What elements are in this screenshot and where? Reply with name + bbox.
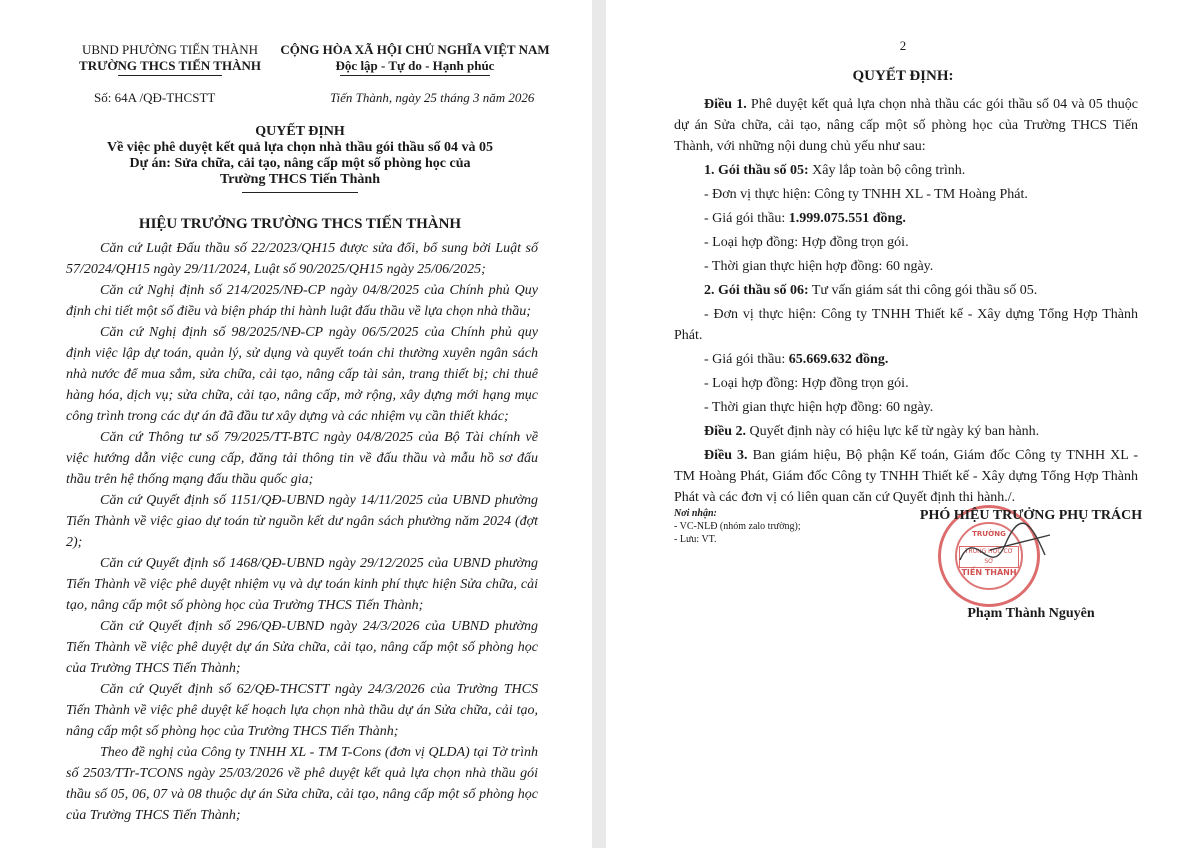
issuing-agency: UBND PHƯỜNG TIẾN THÀNH (81, 42, 259, 57)
package-name: Tư vấn giám sát thi công gói thầu số 05. (808, 283, 1038, 298)
package-1-title (674, 160, 1138, 181)
national-title: CỘNG HÒA XÃ HỘI CHỦ NGHĨA VIỆT NAM (280, 42, 550, 57)
article-text: Ban giám hiệu, Bộ phận Kế toán, Giám đốc Công ty TNHH XL - TM Hoàng Phát, Giám đốc Công ty TNHH Thiết kế - Xây dựng Tổng Hợp Thành Phát và các đơn vị có liên quan căn cứ Quyết định thi hành./. (674, 448, 1139, 505)
document-number: Số: 64A /QĐ-THCSTT (94, 90, 216, 105)
legal-basis: Căn cứ Thông tư số 79/2025/TT-BTC ngày 04/8/2025 của Bộ Tài chính về việc hướng dẫn việc cung cấp, đăng tải thông tin về đấu thầu và mẫu hồ sơ đấu thầu trên hệ thống mạng đấu thầu quốc gia; (66, 430, 538, 487)
document-subject: Dự án: Sửa chữa, cải tạo, nâng cấp một số phòng học của (129, 156, 471, 171)
seal-label-box: TRUNG HỌC CƠ SỞ (959, 546, 1019, 568)
recipient-item: - Lưu: VT. (674, 534, 717, 545)
divider (118, 75, 222, 76)
package-1-duration: - Thời gian thực hiện hợp đồng: 60 ngày. (704, 259, 934, 274)
price-value: 65.669.632 đồng. (788, 352, 889, 367)
article-text: Quyết định này có hiệu lực kể từ ngày ký ban hành. (746, 424, 1040, 439)
legal-basis: Căn cứ Nghị định số 214/2025/NĐ-CP ngày 04/8/2025 của Chính phủ Quy định chi tiết một số điều và biện pháp thi hành luật đấu thầu về lựa chọn nhà thầu; (66, 283, 538, 319)
article-text: Phê duyệt kết quả lựa chọn nhà thầu các gói thầu số 04 và 05 thuộc dự án Sửa chữa, cải tạo, nâng cấp một số phòng học của Trường THCS Tiến Thành, với những nội dung chủ yếu như sau: (674, 97, 1138, 154)
package-name: Xây lắp toàn bộ công trình. (808, 163, 966, 178)
package-2-duration: - Thời gian thực hiện hợp đồng: 60 ngày. (704, 400, 934, 415)
document-subject: Về việc phê duyệt kết quả lựa chọn nhà thầu gói thầu số 04 và 05 (106, 140, 494, 155)
decision-articles (674, 94, 1138, 511)
article-label: Điều 3. (704, 448, 748, 463)
seal-text: TRƯỜNG (972, 530, 1006, 538)
package-2-price (674, 349, 1138, 370)
package-2-contractor: - Đơn vị thực hiện: Công ty TNHH Thiết kế - Xây dựng Tổng Hợp Thành Phát. (674, 307, 1138, 343)
signer-title: PHÓ HIỆU TRƯỞNG PHỤ TRÁCH (919, 508, 1143, 523)
package-label: 2. Gói thầu số 06: (704, 283, 809, 298)
article-3 (674, 445, 1138, 508)
recipients-title: Nơi nhận: (674, 508, 717, 519)
article-2 (674, 421, 1138, 442)
package-label: 1. Gói thầu số 05: (704, 163, 809, 178)
document-page-2 (606, 0, 1200, 848)
issuing-school: TRƯỜNG THCS TIẾN THÀNH (79, 58, 261, 73)
package-1-contractor: - Đơn vị thực hiện: Công ty TNHH XL - TM Hoàng Phát. (704, 187, 1028, 202)
divider (340, 75, 490, 76)
legal-bases (66, 238, 538, 826)
document-type: QUYẾT ĐỊNH (255, 124, 345, 139)
package-2-contract-type: - Loại hợp đồng: Hợp đồng trọn gói. (704, 376, 909, 391)
document-page-1 (0, 0, 592, 848)
package-1-contract-type: - Loại hợp đồng: Hợp đồng trọn gói. (704, 235, 909, 250)
legal-basis: Căn cứ Quyết định số 1151/QĐ-UBND ngày 14/11/2025 của UBND phường Tiến Thành về việc giao dự toán từ nguồn kết dư ngân sách phường năm 2024 (đợt 2); (66, 493, 538, 550)
issuing-authority: HIỆU TRƯỞNG TRƯỜNG THCS TIẾN THÀNH (138, 216, 462, 232)
article-label: Điều 1. (704, 97, 747, 112)
recipient-item: - VC-NLĐ (nhóm zalo trường); (674, 521, 801, 532)
place-and-date: Tiến Thành, ngày 25 tháng 3 năm 2026 (330, 90, 535, 105)
article-label: Điều 2. (704, 424, 746, 439)
legal-basis: Theo đề nghị của Công ty TNHH XL - TM T-Cons (đơn vị QLDA) tại Tờ trình số 2503/TTr-TCONS ngày 25/03/2026 về phê duyệt kết quả lựa chọn nhà thầu gói thầu số 05, 06, 07 và 08 thuộc dự án Sửa chữa, cải tạo, nâng cấp một số phòng học của Trường THCS Tiến Thành; (66, 745, 538, 823)
document-subject: Trường THCS Tiến Thành (220, 172, 380, 187)
package-2-title (674, 280, 1138, 301)
price-label: - Giá gói thầu: (704, 211, 789, 226)
legal-basis: Căn cứ Luật Đấu thầu số 22/2023/QH15 được sửa đổi, bổ sung bởi Luật số 57/2024/QH15 ngày 29/11/2024, Luật số 90/2025/QH15 ngày 25/06/2025; (66, 241, 538, 277)
legal-basis: Căn cứ Quyết định số 1468/QĐ-UBND ngày 29/12/2025 của UBND phường Tiến Thành về việc phê duyệt nhiệm vụ và dự toán kinh phí thực hiện Sửa chữa, cải tạo, nâng cấp một số phòng học của Trường THCS Tiến Thành; (66, 556, 538, 613)
decision-heading: QUYẾT ĐỊNH: (852, 68, 954, 84)
legal-basis: Căn cứ Quyết định số 296/QĐ-UBND ngày 24/3/2026 của UBND phường Tiến Thành về việc phê duyệt dự án Sửa chữa, cải tạo, nâng cấp một số phòng học của Trường THCS Tiến Thành; (66, 619, 538, 676)
article-1 (674, 94, 1138, 157)
page-number: 2 (899, 38, 907, 53)
legal-basis: Căn cứ Quyết định số 62/QĐ-THCSTT ngày 24/3/2026 của Trường THCS Tiến Thành về việc phê duyệt kế hoạch lựa chọn nhà thầu dự án Sửa chữa, cải tạo, nâng cấp một số phòng học của Trường THCS Tiến Thành; (66, 682, 538, 739)
price-label: - Giá gói thầu: (704, 352, 789, 367)
signer-name: Phạm Thành Nguyên (967, 606, 1095, 621)
package-1-price (674, 208, 1138, 229)
national-motto: Độc lập - Tự do - Hạnh phúc (335, 58, 495, 73)
legal-basis: Căn cứ Nghị định số 98/2025/NĐ-CP ngày 06/5/2025 của Chính phủ quy định việc lập dự toán, quản lý, sử dụng và quyết toán chi thường xuyên ngân sách nhà nước để mua sắm, sửa chữa, cải tạo, nâng cấp tài sản, trang thiết bị; chi thuê hàng hóa, dịch vụ; sửa chữa, cải tạo, nâng cấp, mở rộng, xây dựng mới hạng mục công trình trong các dự án đã đầu tư xây dựng và các nhiệm vụ cần thiết khác; (66, 325, 538, 424)
seal-text: TIẾN THÀNH (961, 568, 1017, 577)
divider (242, 192, 358, 193)
price-value: 1.999.075.551 đồng. (788, 211, 906, 226)
